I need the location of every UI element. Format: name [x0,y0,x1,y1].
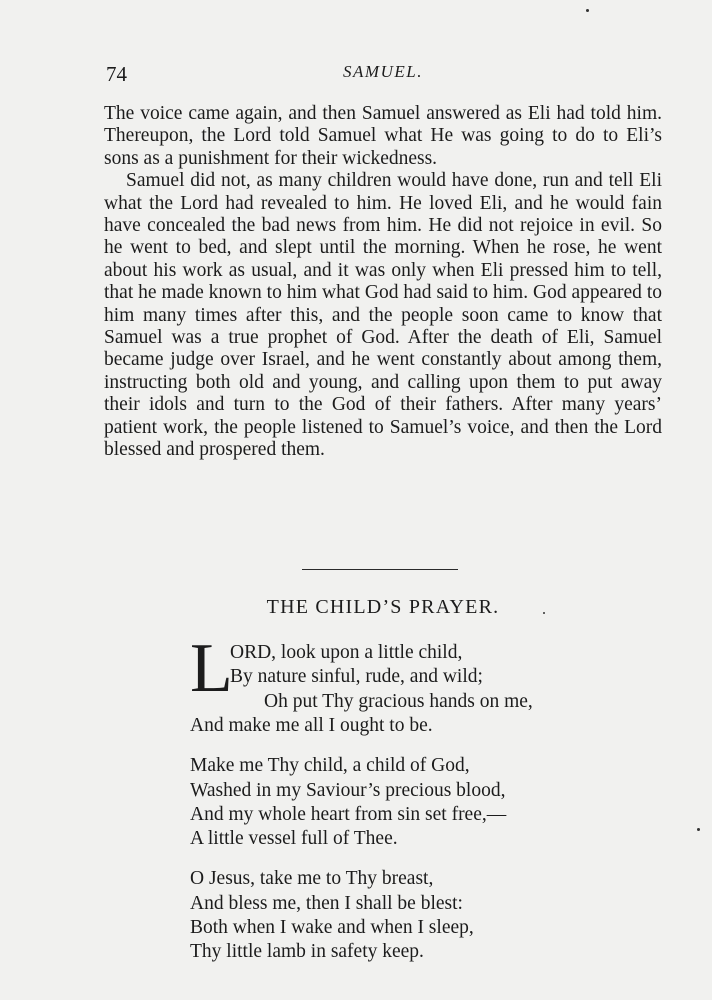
poem-line: Both when I wake and when I sleep, [190,917,474,939]
running-head: SAMUEL. [343,62,423,81]
poem-title: THE CHILD’S PRAYER. [266,596,500,618]
poem-line: ORD, look upon a little child, [230,642,463,663]
poem-line: By nature sinful, rude, and wild; [230,666,483,688]
poem-line: And my whole heart from sin set free,— [190,803,507,825]
drop-cap: L [190,630,233,707]
prose-section [104,103,662,462]
poem-line: Washed in my Saviour’s precious blood, [190,779,506,801]
poem-line: Thy little lamb in safety keep. [190,941,424,963]
paragraph: Samuel did not, as many children would have done, run and tell Eli what the Lord had revealed to him. He loved Eli, and he would fain have concealed the bad news from him. He did not rejoice in evil. So he went to bed, and slept until the morning. When he rose, he went about his work as usual, and it was only when Eli pressed him to tell, that he made known to him what God had said to him. God appeared to him many times after this, and the people soon came to know that Samuel was a true prophet of God. After the death of Eli, Samuel became judge over Israel, and he went constantly about among them, instructing both old and young, and calling upon them to put away their idols and turn to the God of their fathers. After many years’ patient work, the people listened to Samuel’s voice, and then the Lord blessed and prospered them. [104,170,662,461]
poem-line: O Jesus, take me to Thy breast, [190,868,434,890]
page-number: 74 [106,62,127,86]
section-divider [302,569,458,570]
poem-line: And make me all I ought to be. [190,715,433,737]
poem-line: Oh put Thy gracious hands on me, [264,690,533,712]
ink-speck [543,612,545,614]
page-header [104,62,662,92]
poem-line: And bless me, then I shall be blest: [190,892,463,914]
ink-speck [697,828,700,831]
stanza [190,867,620,965]
paragraph: The voice came again, and then Samuel answered as Eli had told him. Thereupon, the Lord told Samuel what He was going to do to Eli’s sons as a punishment for their wickedness. [104,103,662,169]
stanza [190,630,620,739]
poem [190,630,620,980]
stanza [190,754,620,852]
poem-line: Make me Thy child, a child of God, [190,755,470,777]
ink-speck [586,9,589,12]
poem-line: A little vessel full of Thee. [190,828,398,850]
